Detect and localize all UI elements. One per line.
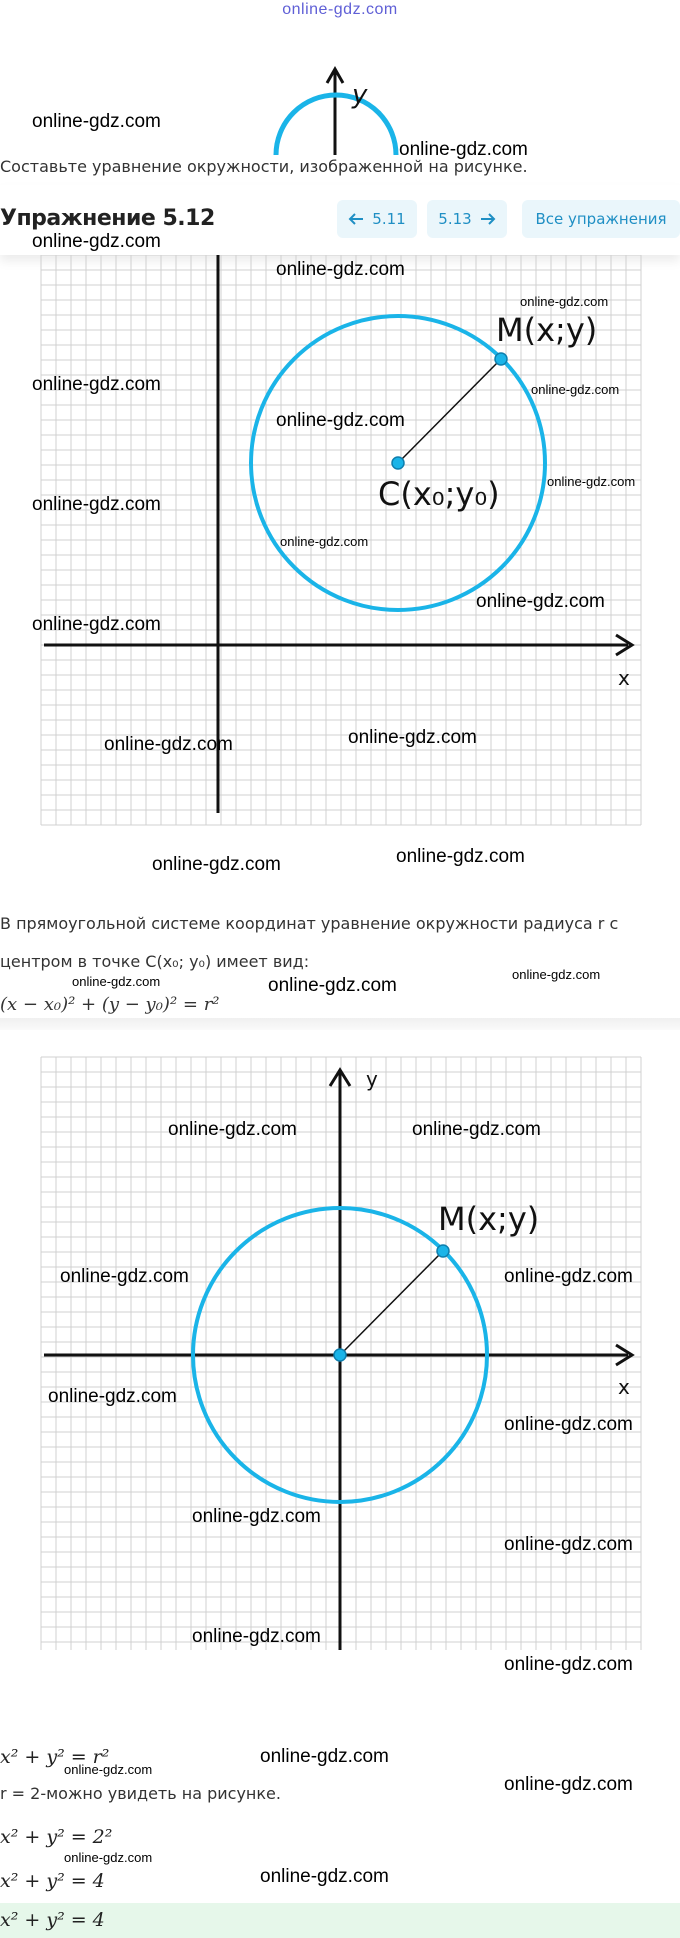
watermark: online-gdz.com xyxy=(504,1534,633,1555)
watermark: online-gdz.com xyxy=(276,259,405,280)
prev-exercise-button[interactable] xyxy=(337,200,417,238)
watermark: online-gdz.com xyxy=(32,494,161,515)
watermark: online-gdz.com xyxy=(520,294,609,309)
figure1-center-point xyxy=(392,457,404,469)
solution-answer: x² + y² = 4 xyxy=(0,1909,105,1931)
watermark: online-gdz.com xyxy=(504,1266,633,1287)
task-statement: Составьте уравнение окружности, изображенной на рисунке. xyxy=(0,157,528,176)
watermark: online-gdz.com xyxy=(476,591,605,612)
solution-line-2: r = 2-можно увидеть на рисунке. xyxy=(0,1784,281,1803)
figure2-origin-point xyxy=(334,1349,346,1361)
arrow-left-icon xyxy=(348,212,364,226)
solution-line-4: x² + y² = 4 xyxy=(0,1870,105,1892)
watermark: online-gdz.com xyxy=(531,382,620,397)
figure2-x-label: x xyxy=(618,1375,630,1399)
watermark: online-gdz.com xyxy=(260,1866,389,1887)
section-divider xyxy=(0,1018,680,1030)
solution-line-3: x² + y² = 2² xyxy=(0,1826,113,1848)
watermark: online-gdz.com xyxy=(32,374,161,395)
watermark: online-gdz.com xyxy=(152,854,281,875)
explanation-line-1: В прямоугольной системе координат уравнение окружности радиуса r с xyxy=(0,914,619,933)
top-figure-y-label: y xyxy=(352,80,368,110)
figure1-point-m xyxy=(495,353,507,365)
site-header-label[interactable]: online-gdz.com xyxy=(282,1,398,18)
top-figure-fragment xyxy=(0,55,680,155)
watermark: online-gdz.com xyxy=(64,1762,153,1777)
watermark: online-gdz.com xyxy=(72,974,161,989)
solution-line-1: x² + y² = r² xyxy=(0,1746,110,1768)
figure1-x-label: x xyxy=(618,666,630,690)
watermark: online-gdz.com xyxy=(192,1626,321,1647)
watermark: online-gdz.com xyxy=(64,1850,153,1865)
figure-circle-origin-center xyxy=(0,1050,680,1650)
watermark: online-gdz.com xyxy=(276,410,405,431)
watermark: online-gdz.com xyxy=(192,1506,321,1527)
watermark: online-gdz.com xyxy=(399,139,528,160)
all-exercises-label: Все упражнения xyxy=(535,210,667,228)
watermark: online-gdz.com xyxy=(504,1414,633,1435)
figure1-label-c: C(x₀;y₀) xyxy=(378,475,500,513)
watermark: online-gdz.com xyxy=(268,975,397,996)
figure2-y-label: y xyxy=(366,1067,378,1091)
all-exercises-button[interactable] xyxy=(522,200,680,238)
watermark: online-gdz.com xyxy=(32,231,161,252)
circle-equation-general: (x − x₀)² + (y − y₀)² = r² xyxy=(0,994,220,1015)
watermark: online-gdz.com xyxy=(32,614,161,635)
watermark: online-gdz.com xyxy=(104,734,233,755)
watermark: online-gdz.com xyxy=(168,1119,297,1140)
figure2-label-m: M(x;y) xyxy=(438,1200,540,1238)
figure1-label-m: M(x;y) xyxy=(496,311,598,349)
exercise-title: Упражнение 5.12 xyxy=(0,206,215,231)
watermark: online-gdz.com xyxy=(412,1119,541,1140)
watermark: online-gdz.com xyxy=(32,111,161,132)
watermark: online-gdz.com xyxy=(547,474,636,489)
explanation-line-2: центром в точке C(x₀; y₀) имеет вид: xyxy=(0,952,310,971)
watermark: online-gdz.com xyxy=(512,967,601,982)
next-exercise-label: 5.13 xyxy=(438,210,472,228)
figure-circle-general-center xyxy=(0,255,680,855)
next-exercise-button[interactable] xyxy=(427,200,507,238)
figure2-point-m xyxy=(437,1245,449,1257)
arrow-right-icon xyxy=(480,212,496,226)
prev-exercise-label: 5.11 xyxy=(372,210,406,228)
watermark: online-gdz.com xyxy=(504,1654,633,1675)
watermark: online-gdz.com xyxy=(260,1746,389,1767)
watermark: online-gdz.com xyxy=(280,534,369,549)
watermark: online-gdz.com xyxy=(348,727,477,748)
watermark: online-gdz.com xyxy=(396,846,525,867)
watermark: online-gdz.com xyxy=(504,1774,633,1795)
watermark: online-gdz.com xyxy=(60,1266,189,1287)
watermark: online-gdz.com xyxy=(48,1386,177,1407)
